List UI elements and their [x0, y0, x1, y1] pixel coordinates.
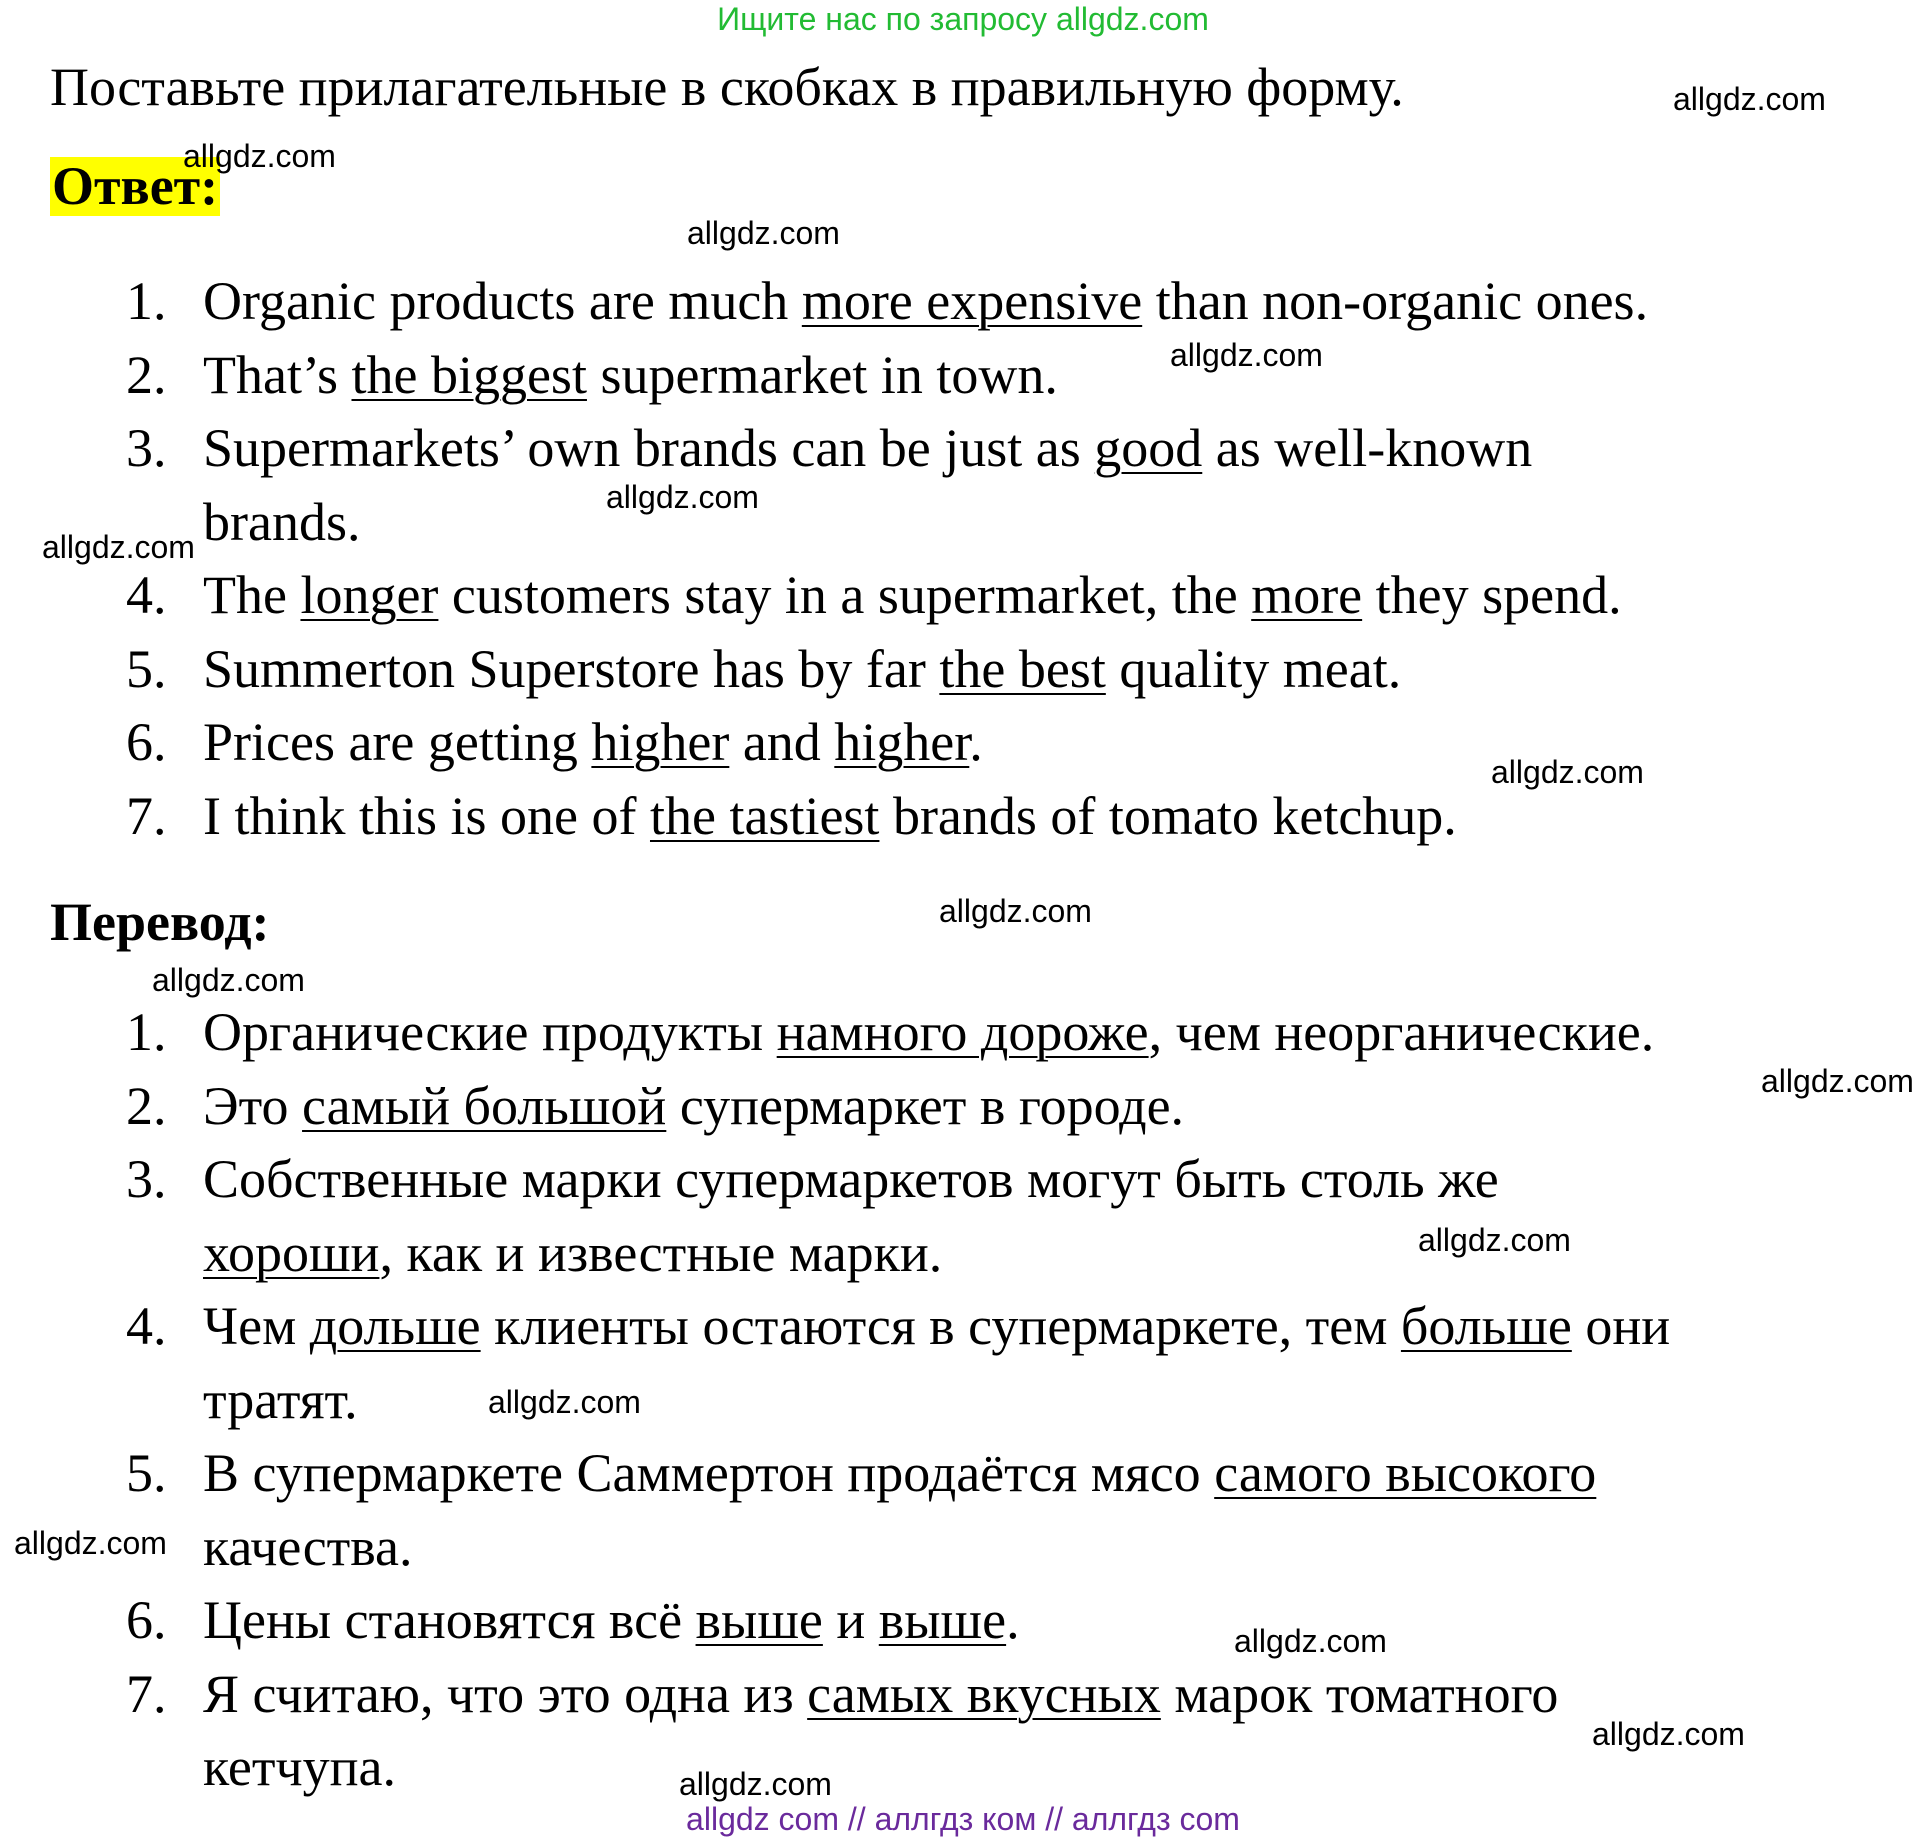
item-text: brands of tomato ketchup.	[879, 785, 1457, 846]
item-text: и	[822, 1590, 879, 1650]
item-text: and	[729, 712, 835, 772]
item-text: brands.	[203, 491, 361, 552]
translation-number: 3.	[126, 1149, 167, 1209]
item-text: Собственные марки супермаркетов могут быть столь же	[203, 1149, 1499, 1209]
answer-item-line	[203, 633, 1401, 706]
answer-underlined-word: more	[1251, 565, 1363, 625]
item-text: , как и известные марки.	[379, 1222, 943, 1283]
answer-item-line	[203, 486, 360, 559]
answer-underlined-word: more expensive	[801, 271, 1143, 331]
watermark: allgdz.com	[42, 529, 195, 565]
translation-item-line	[203, 1364, 358, 1437]
item-text: The	[203, 565, 301, 625]
answer-underlined-word: the tastiest	[649, 785, 880, 846]
answer-number: 4.	[126, 565, 167, 625]
translation-number: 1.	[126, 1002, 167, 1062]
watermark: allgdz.com	[152, 962, 305, 998]
item-text: Я считаю, что это одна из	[203, 1663, 808, 1724]
answer-number: 1.	[126, 271, 167, 331]
answer-underlined-word: the best	[939, 638, 1106, 699]
translation-item-line	[203, 1511, 413, 1584]
item-text: они	[1571, 1296, 1671, 1356]
answer-underlined-word: выше	[878, 1590, 1007, 1650]
watermark: allgdz.com	[1418, 1222, 1571, 1258]
watermark: allgdz.com	[14, 1525, 167, 1561]
item-text: тратят.	[203, 1369, 358, 1430]
item-text: Это	[203, 1075, 303, 1136]
answer-item-line	[203, 706, 983, 779]
bottom-banner: allgdz com // аллгдз ком // аллгдз com	[686, 1801, 1240, 1837]
answer-underlined-word: самого высокого	[1214, 1443, 1597, 1503]
watermark: allgdz.com	[606, 479, 759, 515]
answer-underlined-word: дольше	[309, 1296, 481, 1356]
translation-item-line	[203, 1143, 1499, 1216]
item-text: customers stay in a supermarket, the	[438, 565, 1252, 625]
answer-item-line	[203, 412, 1532, 485]
item-text: quality meat.	[1105, 638, 1402, 699]
translation-heading: Перевод:	[50, 892, 270, 952]
translation-item-line	[203, 1290, 1670, 1363]
answer-underlined-word: самый большой	[302, 1075, 667, 1136]
item-text: .	[1006, 1590, 1020, 1650]
item-text: В супермаркете Саммертон продаётся мясо	[203, 1443, 1215, 1503]
watermark: allgdz.com	[679, 1766, 832, 1802]
item-text: кетчупа.	[203, 1737, 396, 1797]
watermark: allgdz.com	[1592, 1716, 1745, 1752]
answer-item-line	[203, 559, 1622, 632]
translation-number: 7.	[126, 1663, 167, 1724]
watermark: allgdz.com	[1673, 81, 1826, 117]
item-text: качества.	[203, 1516, 413, 1577]
translation-item-line	[203, 1658, 1558, 1731]
answer-underlined-word: longer	[300, 565, 439, 625]
item-text: Supermarkets’ own brands can be just as	[203, 418, 1095, 478]
answer-number: 2.	[126, 344, 167, 405]
translation-number: 5.	[126, 1443, 167, 1503]
answer-number: 6.	[126, 712, 167, 772]
item-text: Prices are getting	[203, 712, 592, 772]
item-text: Цены становятся всё	[203, 1590, 696, 1650]
item-text: they spend.	[1362, 565, 1622, 625]
item-text: than non-organic ones.	[1142, 271, 1649, 331]
answer-heading: Ответ:	[52, 156, 219, 216]
item-text: супермаркет в городе.	[666, 1075, 1185, 1136]
translation-number: 2.	[126, 1075, 167, 1136]
answer-number: 7.	[126, 785, 167, 846]
answer-number: 3.	[126, 418, 167, 478]
item-text: , чем неорганические.	[1148, 1002, 1655, 1062]
answer-item-line	[203, 780, 1457, 853]
item-text: supermarket in town.	[586, 344, 1058, 405]
answer-underlined-word: the biggest	[351, 344, 587, 405]
watermark: allgdz.com	[488, 1384, 641, 1420]
translation-item-line	[203, 1070, 1184, 1143]
item-text: Organic products are much	[203, 271, 802, 331]
item-text: Чем	[203, 1296, 310, 1356]
answer-number: 5.	[126, 638, 167, 699]
answer-item-line	[203, 265, 1648, 338]
item-text: Summerton Superstore has by far	[203, 638, 940, 699]
watermark: allgdz.com	[1234, 1623, 1387, 1659]
instruction-text: Поставьте прилагательные в скобках в правильную форму.	[50, 57, 1404, 117]
answer-underlined-word: самых вкусных	[807, 1663, 1161, 1724]
item-text: That’s	[203, 344, 352, 405]
answer-underlined-word: higher	[834, 712, 970, 772]
item-text: Органические продукты	[203, 1002, 777, 1062]
watermark: allgdz.com	[1170, 337, 1323, 373]
watermark: allgdz.com	[687, 215, 840, 251]
translation-number: 4.	[126, 1296, 167, 1356]
watermark: allgdz.com	[939, 893, 1092, 929]
item-text: .	[969, 712, 983, 772]
answer-underlined-word: выше	[695, 1590, 823, 1650]
answer-underlined-word: хороши	[203, 1222, 380, 1283]
translation-item-line	[203, 1437, 1596, 1510]
answer-underlined-word: higher	[591, 712, 730, 772]
translation-item-line	[203, 1217, 942, 1290]
item-text: as well-known	[1202, 418, 1533, 478]
translation-number: 6.	[126, 1590, 167, 1650]
top-banner: Ищите нас по запросу allgdz.com	[717, 1, 1209, 37]
item-text: марок томатного	[1160, 1663, 1559, 1724]
translation-item-line	[203, 1731, 396, 1804]
answer-underlined-word: больше	[1400, 1296, 1572, 1356]
item-text: I think this is one of	[203, 785, 650, 846]
answer-item-line	[203, 339, 1058, 412]
translation-item-line	[203, 1584, 1020, 1657]
item-text: клиенты остаются в супермаркете, тем	[480, 1296, 1401, 1356]
translation-item-line	[203, 996, 1654, 1069]
answer-underlined-word: намного дороже	[776, 1002, 1149, 1062]
answer-underlined-word: good	[1094, 418, 1203, 478]
watermark: allgdz.com	[1761, 1063, 1914, 1099]
watermark: allgdz.com	[1491, 754, 1644, 790]
watermark: allgdz.com	[183, 138, 336, 174]
